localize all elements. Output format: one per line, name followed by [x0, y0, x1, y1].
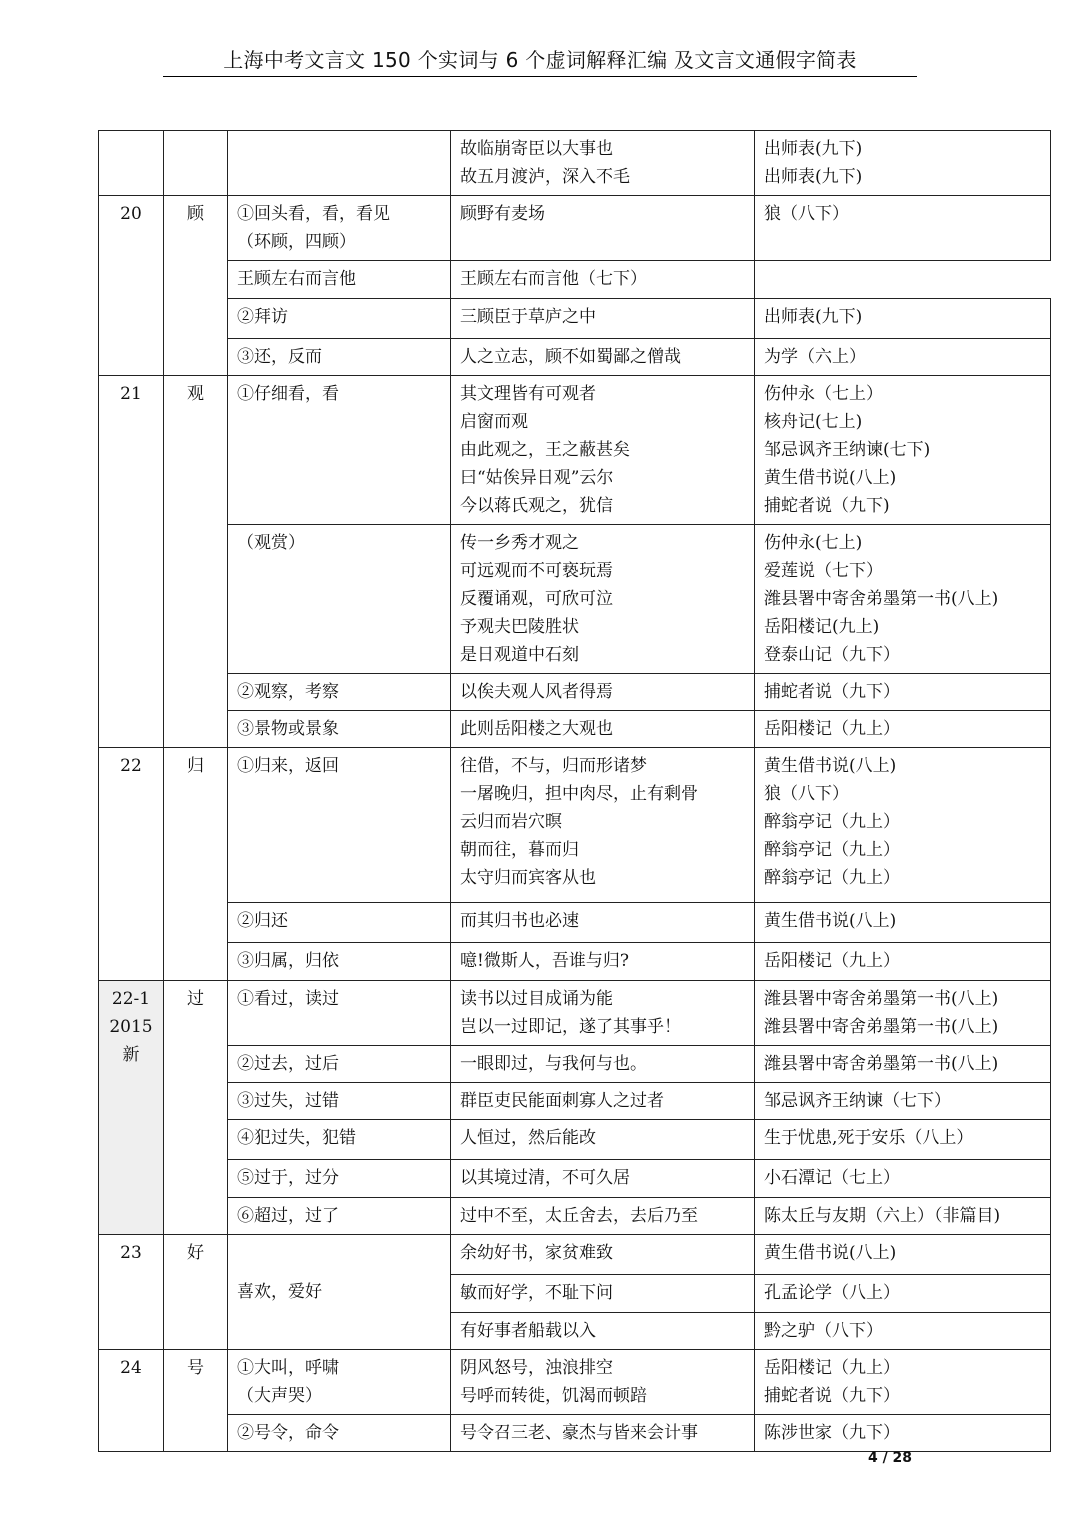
- source-text: [755, 339, 1051, 376]
- cell-line: 伤仲永（七上）: [764, 384, 883, 404]
- source-text: [755, 1120, 1051, 1160]
- table-row: [99, 711, 1051, 748]
- cell-line: ①大叫，呼啸: [237, 1358, 339, 1378]
- header-rule: [163, 76, 917, 77]
- headword: 归: [164, 748, 228, 981]
- headword: 好: [164, 1235, 228, 1350]
- cell-line: 三顾臣于草庐之中: [460, 307, 596, 327]
- cell-line: 有好事者船载以入: [460, 1321, 596, 1341]
- example-sentences: [228, 261, 451, 299]
- example-sentences: [451, 1313, 755, 1350]
- example-sentences: [451, 299, 755, 339]
- cell-line: 核舟记(七上): [764, 412, 863, 432]
- definition: [228, 1198, 451, 1235]
- cell-line: ③还，反而: [237, 347, 322, 367]
- cell-line: ⑤过于，过分: [237, 1168, 339, 1188]
- cell-line: 启窗而观: [460, 412, 528, 432]
- cell-line: 读书以过目成诵为能: [460, 989, 613, 1009]
- cell-line: 20: [120, 204, 142, 224]
- cell-line: 阴风怒号，浊浪排空: [460, 1358, 613, 1378]
- cell-line: 今以蒋氏观之，犹信: [460, 496, 613, 516]
- cell-line: 以俟夫观人风者得焉: [460, 682, 613, 702]
- cell-line: 过中不至，太丘舍去，去后乃至: [460, 1206, 698, 1226]
- cell-line: 喜欢，爱好: [237, 1282, 322, 1302]
- source-text: [755, 196, 1051, 261]
- definition: [228, 196, 451, 261]
- source-text: [755, 1313, 1051, 1350]
- cell-line: ①仔细看，看: [237, 384, 339, 404]
- cell-line: 号令召三老、豪杰与皆来会计事: [460, 1423, 698, 1443]
- table-row: [99, 339, 1051, 376]
- cell-line: 黄生借书说(八上): [764, 468, 897, 488]
- definition: [228, 1160, 451, 1198]
- cell-line: 云归而岩穴暝: [460, 812, 562, 832]
- table-row: [99, 943, 1051, 981]
- cell-line: 传一乡秀才观之: [460, 533, 579, 553]
- cell-line: 狼（八下）: [764, 784, 849, 804]
- table-row: [99, 196, 1051, 261]
- example-sentences: [451, 525, 755, 674]
- cell-line: 黄生借书说(八上): [764, 756, 897, 776]
- example-sentences: [451, 1046, 755, 1083]
- cell-line: ①看过，读过: [237, 989, 339, 1009]
- cell-line: （大声哭）: [237, 1386, 322, 1406]
- cell-line: 王顾左右而言他: [237, 269, 356, 289]
- definition: [228, 339, 451, 376]
- page-number: 4 / 28: [867, 1450, 913, 1466]
- cell-line: ②过去，过后: [237, 1054, 339, 1074]
- definition: [228, 299, 451, 339]
- table-row: [99, 376, 1051, 525]
- headword: 观: [164, 376, 228, 748]
- table-row: [99, 1160, 1051, 1198]
- example-sentences: [451, 1083, 755, 1120]
- cell-line: ②号令，命令: [237, 1423, 339, 1443]
- source-text: [755, 1275, 1051, 1313]
- table-row: [99, 299, 1051, 339]
- cell-line: ②归还: [237, 911, 288, 931]
- cell-line: 而其归书也必速: [460, 911, 579, 931]
- entry-number: [99, 131, 164, 196]
- table-row: [99, 1120, 1051, 1160]
- cell-line: 岳阳楼记（九上）: [764, 1358, 900, 1378]
- cell-line: 岳阳楼记（九上）: [764, 719, 900, 739]
- cell-line: 陈涉世家（九下）: [764, 1423, 900, 1443]
- cell-line: 人之立志，顾不如蜀鄙之僧哉: [460, 347, 681, 367]
- example-sentences: [451, 981, 755, 1046]
- table-row: [99, 903, 1051, 943]
- source-text: [755, 903, 1051, 943]
- cell-line: 号呼而转徙，饥渴而顿踣: [460, 1386, 647, 1406]
- table-row: [99, 131, 1051, 196]
- source-text: [755, 674, 1051, 711]
- cell-line: ①归来，返回: [237, 756, 339, 776]
- source-text: [755, 1160, 1051, 1198]
- source-text: [755, 748, 1051, 903]
- cell-line: 邹忌讽齐王纳谏（七下）: [764, 1091, 951, 1111]
- table-row: [99, 981, 1051, 1046]
- definition: [228, 525, 451, 674]
- entry-number: [99, 1350, 164, 1452]
- definition: [228, 674, 451, 711]
- example-sentences: [451, 1275, 755, 1313]
- cell-line: 出师表(九下): [764, 167, 863, 187]
- cell-line: 岳阳楼记(九上): [764, 617, 880, 637]
- cell-line: 可远观而不可亵玩焉: [460, 561, 613, 581]
- example-sentences: [451, 131, 755, 196]
- cell-line: 由此观之，王之蔽甚矣: [460, 440, 630, 460]
- cell-line: 出师表(九下): [764, 139, 863, 159]
- cell-line: 往借，不与，归而形诸梦: [460, 756, 647, 776]
- cell-line: 潍县署中寄舍弟墨第一书(八上): [764, 989, 999, 1009]
- table-row: [99, 1046, 1051, 1083]
- cell-line: 24: [120, 1358, 142, 1378]
- definition: [228, 903, 451, 943]
- table-row: [99, 1415, 1051, 1452]
- example-sentences: [451, 943, 755, 981]
- source-text: [755, 1046, 1051, 1083]
- entry-number: [99, 196, 164, 376]
- cell-line: 捕蛇者说（九下）: [764, 682, 900, 702]
- cell-line: 岳阳楼记（九上）: [764, 951, 900, 971]
- definition: [228, 1120, 451, 1160]
- cell-line: ③归属，归依: [237, 951, 339, 971]
- example-sentences: [451, 1350, 755, 1415]
- source-text: [755, 376, 1051, 525]
- definition: [228, 1235, 451, 1350]
- vocab-table-body: [99, 131, 1051, 1452]
- source-text: [451, 261, 755, 299]
- cell-line: 黄生借书说(八上): [764, 911, 897, 931]
- cell-line: 醉翁亭记（九上）: [764, 840, 900, 860]
- source-text: [755, 1415, 1051, 1452]
- table-row: [99, 748, 1051, 903]
- cell-line: 小石潭记（七上）: [764, 1168, 900, 1188]
- cell-line: 捕蛇者说（九下）: [764, 1386, 900, 1406]
- cell-line: （环顾，四顾）: [237, 232, 356, 252]
- definition: [228, 1046, 451, 1083]
- source-text: [755, 131, 1051, 196]
- definition: [228, 1415, 451, 1452]
- example-sentences: [451, 674, 755, 711]
- cell-line: 21: [120, 384, 142, 404]
- cell-line: 人恒过，然后能改: [460, 1128, 596, 1148]
- cell-line: 伤仲永(七上): [764, 533, 863, 553]
- definition: [228, 1083, 451, 1120]
- cell-line: 故五月渡泸，深入不毛: [460, 167, 630, 187]
- cell-line: 噫!微斯人，吾谁与归?: [460, 951, 629, 971]
- source-text: [755, 525, 1051, 674]
- source-text: [755, 1350, 1051, 1415]
- cell-line: 群臣吏民能面刺寡人之过者: [460, 1091, 664, 1111]
- cell-line: 潍县署中寄舍弟墨第一书(八上): [764, 1017, 999, 1037]
- table-row: [99, 261, 1051, 299]
- source-text: [755, 981, 1051, 1046]
- vocab-table: [98, 130, 1051, 1452]
- cell-line: 出师表(九下): [764, 307, 863, 327]
- table-row: [99, 525, 1051, 674]
- definition: [228, 1350, 451, 1415]
- definition: [228, 943, 451, 981]
- cell-line: 邹忌讽齐王纳谏(七下): [764, 440, 931, 460]
- cell-line: 潍县署中寄舍弟墨第一书(八上): [764, 589, 999, 609]
- cell-line: ②拜访: [237, 307, 288, 327]
- headword: 号: [164, 1350, 228, 1452]
- table-row: [99, 1198, 1051, 1235]
- source-text: [755, 299, 1051, 339]
- cell-line: 余幼好书，家贫难致: [460, 1243, 613, 1263]
- cell-line: 2015: [109, 1017, 153, 1037]
- cell-line: 为学（六上）: [764, 347, 866, 367]
- example-sentences: [451, 376, 755, 525]
- cell-line: 孔孟论学（八上）: [764, 1283, 900, 1303]
- cell-line: ①回头看，看，看见: [237, 204, 390, 224]
- table-row: [99, 1235, 1051, 1275]
- table-row: [99, 674, 1051, 711]
- definition: [228, 711, 451, 748]
- cell-line: 是日观道中石刻: [460, 645, 579, 665]
- example-sentences: [451, 1415, 755, 1452]
- example-sentences: [451, 748, 755, 903]
- source-text: [755, 943, 1051, 981]
- cell-line: （观赏）: [237, 533, 305, 553]
- example-sentences: [451, 339, 755, 376]
- cell-line: 22: [120, 756, 142, 776]
- cell-line: 反覆诵观，可欣可泣: [460, 589, 613, 609]
- entry-number: [99, 376, 164, 748]
- cell-line: 岂以一过即记，遂了其事乎！: [460, 1017, 681, 1037]
- cell-line: 爱莲说（七下）: [764, 561, 883, 581]
- cell-line: 朝而往，暮而归: [460, 840, 579, 860]
- cell-line: ②观察，考察: [237, 682, 339, 702]
- cell-line: 一屠晚归，担中肉尽，止有剩骨: [460, 784, 698, 804]
- headword: [164, 131, 228, 196]
- cell-line: 23: [120, 1243, 142, 1263]
- cell-line: 顾野有麦场: [460, 204, 545, 224]
- headword: 过: [164, 981, 228, 1235]
- source-text: [755, 1083, 1051, 1120]
- cell-line: 此则岳阳楼之大观也: [460, 719, 613, 739]
- example-sentences: [451, 196, 755, 261]
- cell-line: 太守归而宾客从也: [460, 868, 596, 888]
- entry-number: [99, 748, 164, 981]
- cell-line: ③过失，过错: [237, 1091, 339, 1111]
- cell-line: 一眼即过，与我何与也。: [460, 1054, 647, 1074]
- cell-line: 狼（八下）: [764, 204, 849, 224]
- cell-line: ⑥超过，过了: [237, 1206, 339, 1226]
- cell-line: 22-1: [111, 989, 151, 1009]
- source-text: [755, 711, 1051, 748]
- entry-number: [99, 981, 164, 1235]
- source-text: [755, 1198, 1051, 1235]
- example-sentences: [451, 903, 755, 943]
- source-text: [755, 1235, 1051, 1275]
- cell-line: ④犯过失，犯错: [237, 1128, 356, 1148]
- cell-line: 醉翁亭记（九上）: [764, 868, 900, 888]
- entry-number: [99, 1235, 164, 1350]
- cell-line: 曰“姑俟异日观”云尔: [460, 468, 614, 488]
- example-sentences: [451, 1198, 755, 1235]
- cell-line: 新: [122, 1045, 140, 1065]
- example-sentences: [451, 1160, 755, 1198]
- definition: [228, 981, 451, 1046]
- cell-line: 其文理皆有可观者: [460, 384, 596, 404]
- example-sentences: [451, 1120, 755, 1160]
- cell-line: 黔之驴（八下）: [764, 1321, 883, 1341]
- page-header-title: 上海中考文言文 150 个实词与 6 个虚词解释汇编 及文言文通假字简表: [223, 48, 857, 72]
- cell-line: 生于忧患,死于安乐（八上）: [764, 1128, 974, 1148]
- cell-line: 王顾左右而言他（七下）: [460, 269, 647, 289]
- cell-line: 敏而好学，不耻下问: [460, 1283, 613, 1303]
- headword: 顾: [164, 196, 228, 376]
- definition: [228, 131, 451, 196]
- table-row: [99, 1350, 1051, 1415]
- cell-line: 黄生借书说(八上): [764, 1243, 897, 1263]
- example-sentences: [451, 711, 755, 748]
- definition: [228, 376, 451, 525]
- cell-line: 捕蛇者说（九下): [764, 496, 890, 516]
- example-sentences: [451, 1235, 755, 1275]
- definition: [228, 748, 451, 903]
- table-row: [99, 1083, 1051, 1120]
- cell-line: 陈太丘与友期（六上）（非篇目): [764, 1206, 1001, 1226]
- cell-line: 醉翁亭记（九上）: [764, 812, 900, 832]
- cell-line: 予观夫巴陵胜状: [460, 617, 579, 637]
- cell-line: 故临崩寄臣以大事也: [460, 139, 613, 159]
- cell-line: 潍县署中寄舍弟墨第一书(八上): [764, 1054, 999, 1074]
- cell-line: 登泰山记（九下）: [764, 645, 900, 665]
- cell-line: 以其境过清，不可久居: [460, 1168, 630, 1188]
- cell-line: ③景物或景象: [237, 719, 339, 739]
